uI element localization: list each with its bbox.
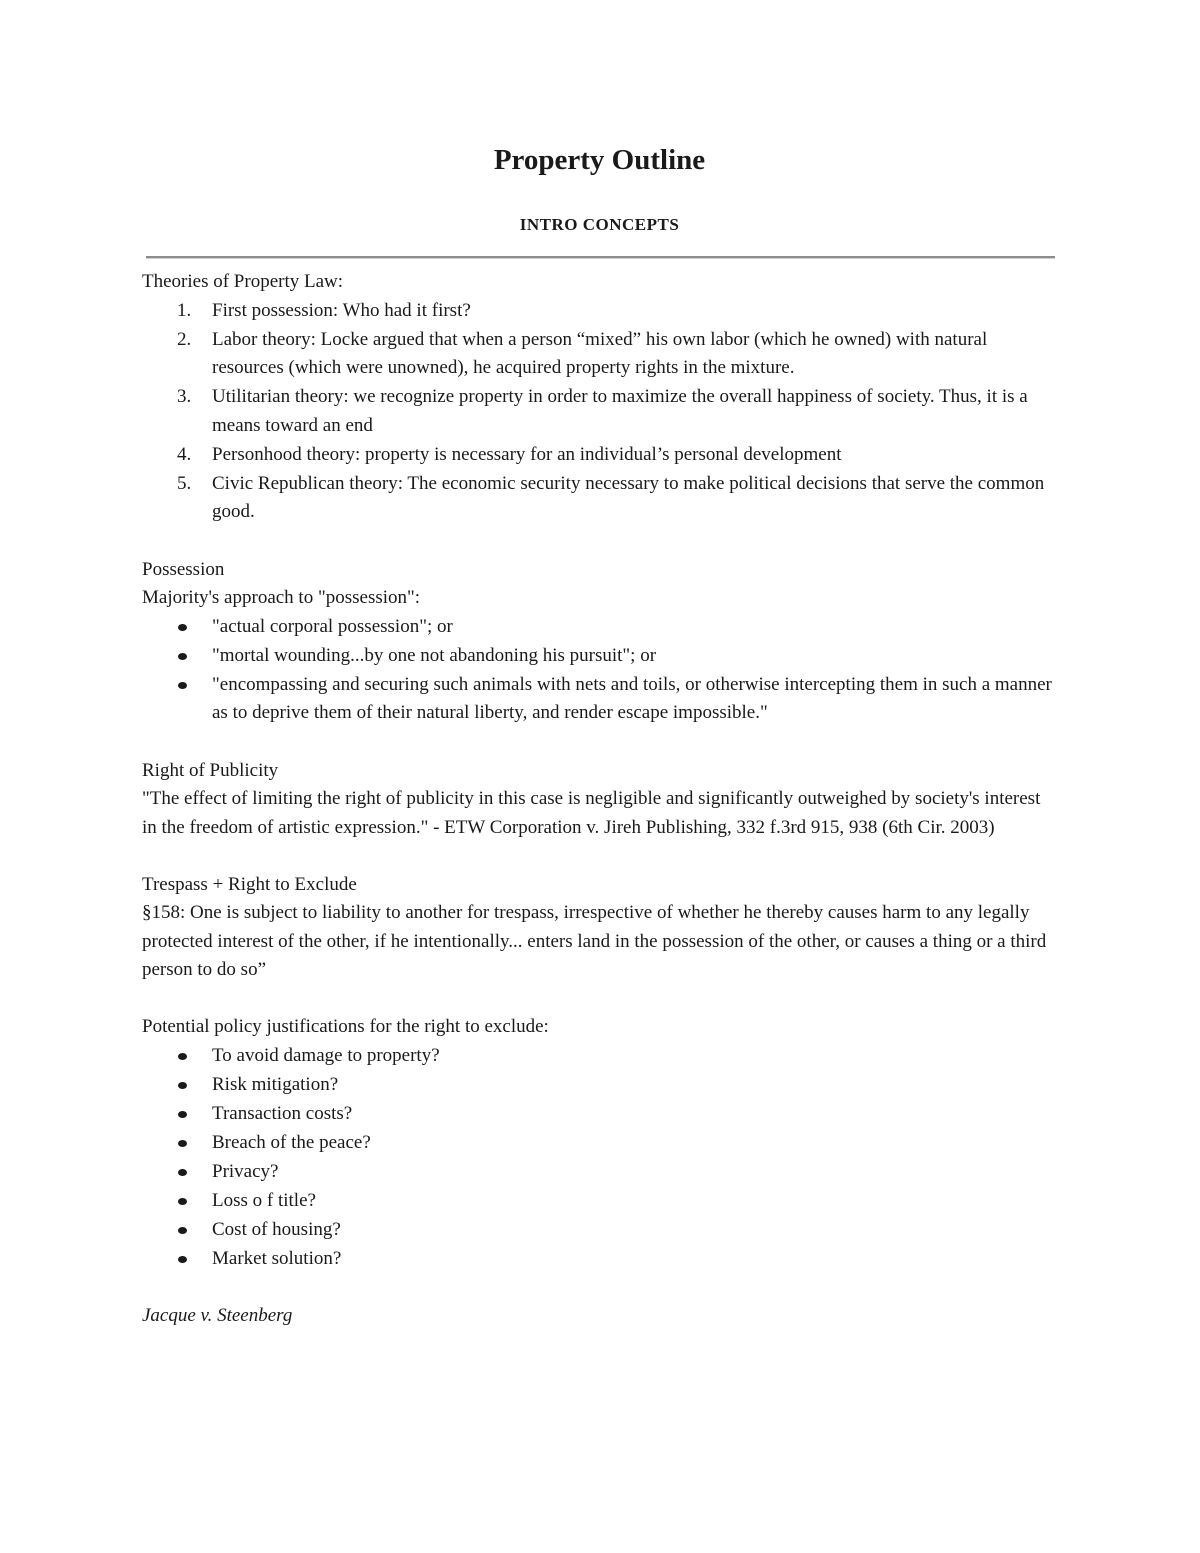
list-number: 1. (177, 299, 192, 321)
list-item-text: Cost of housing? (212, 1218, 341, 1240)
list-item-text: First possession: Who had it first? (212, 299, 471, 321)
document-page (142, 0, 1057, 1553)
list-number: 4. (177, 443, 192, 465)
paragraph-gap (142, 1274, 1057, 1303)
list-item (142, 1129, 1057, 1158)
list-item-text: Loss o f title? (212, 1189, 316, 1211)
bullet-icon (178, 1256, 187, 1263)
list-item-text: Transaction costs? (212, 1102, 353, 1124)
possession-list (142, 613, 1057, 728)
list-item (142, 1245, 1057, 1274)
list-item (142, 1187, 1057, 1216)
list-item-text: Breach of the peace? (212, 1131, 371, 1153)
trespass-section (142, 871, 1057, 985)
list-item-text: Utilitarian theory: we recognize property in order to maximize the overall happiness of society. Thus, it is a means toward an end (212, 386, 1028, 436)
possession-section (142, 556, 1057, 728)
paragraph-gap (142, 527, 1057, 556)
theories-section (142, 268, 1057, 527)
list-number: 2. (177, 328, 192, 350)
bullet-icon (178, 653, 187, 660)
list-item (142, 1042, 1057, 1071)
list-item-text: "mortal wounding...by one not abandoning his pursuit"; or (212, 644, 657, 666)
paragraph-gap (142, 728, 1057, 757)
bullet-icon (178, 1198, 187, 1205)
list-item (142, 613, 1057, 642)
list-item (142, 383, 1057, 440)
bullet-icon (178, 1053, 187, 1060)
case-name: Jacque v. Steenberg (142, 1305, 293, 1326)
policy-list (142, 1042, 1057, 1274)
bullet-icon (178, 682, 187, 689)
possession-intro: Majority's approach to "possession": (142, 587, 421, 608)
list-item-text: "actual corporal possession"; or (212, 615, 453, 637)
theories-heading: Theories of Property Law: (142, 271, 344, 292)
list-item-text: "encompassing and securing such animals with nets and toils, or otherwise intercepting them in such a manner as to deprive them of their natural liberty, and render escape impossible." (212, 673, 1052, 723)
theories-list (142, 297, 1057, 527)
bullet-icon (178, 1169, 187, 1176)
horizontal-rule (146, 256, 1055, 259)
list-item (142, 1216, 1057, 1245)
list-item-text: Risk mitigation? (212, 1073, 339, 1095)
paragraph-gap (142, 985, 1057, 1014)
list-item-text: Labor theory: Locke argued that when a person “mixed” his own labor (which he owned) with natural resources (which were unowned), he acquired property rights in the mixture. (212, 328, 988, 378)
possession-heading: Possession (142, 558, 225, 580)
document-title: Property Outline (493, 144, 706, 176)
bullet-icon (178, 1227, 187, 1234)
bullet-icon (178, 1140, 187, 1147)
list-item (142, 470, 1057, 527)
publicity-quote: "The effect of limiting the right of publicity in this case is negligible and significantly outweighed by society's interest in the freedom of artistic expression." - ETW Corporation v. Jireh Publishing, 332 f.3rd 915, 938 (6th Cir. 2003) (142, 788, 1041, 838)
list-item-text: To avoid damage to property? (212, 1044, 440, 1066)
list-item (142, 297, 1057, 326)
list-item (142, 1158, 1057, 1187)
paragraph-gap (142, 842, 1057, 871)
publicity-heading: Right of Publicity (142, 759, 279, 781)
section-heading: INTRO CONCEPTS (519, 215, 680, 234)
bullet-icon (178, 1111, 187, 1118)
bullet-icon (178, 624, 187, 631)
list-item (142, 441, 1057, 470)
list-number: 5. (177, 472, 192, 494)
list-item (142, 642, 1057, 671)
document-body (142, 268, 1057, 1331)
list-item (142, 1071, 1057, 1100)
list-number: 3. (177, 386, 192, 407)
policy-heading: Potential policy justifications for the right to exclude: (142, 1016, 549, 1037)
trespass-text: §158: One is subject to liability to another for trespass, irrespective of whether he thereby causes harm to any legally protected interest of the other, if he intentionally... enters land in the possession of the other, or causes a thing or a third person to do so” (142, 902, 1047, 980)
list-item (142, 1100, 1057, 1129)
list-item (142, 671, 1057, 728)
publicity-section (142, 757, 1057, 843)
list-item-text: Privacy? (212, 1160, 279, 1182)
trespass-heading: Trespass + Right to Exclude (142, 873, 357, 895)
list-item (142, 326, 1057, 383)
list-item-text: Civic Republican theory: The economic security necessary to make political decisions that serve the common good. (212, 472, 1045, 522)
bullet-icon (178, 1082, 187, 1089)
policy-section (142, 1013, 1057, 1273)
list-item-text: Personhood theory: property is necessary for an individual’s personal development (212, 443, 842, 465)
list-item-text: Market solution? (212, 1247, 342, 1269)
